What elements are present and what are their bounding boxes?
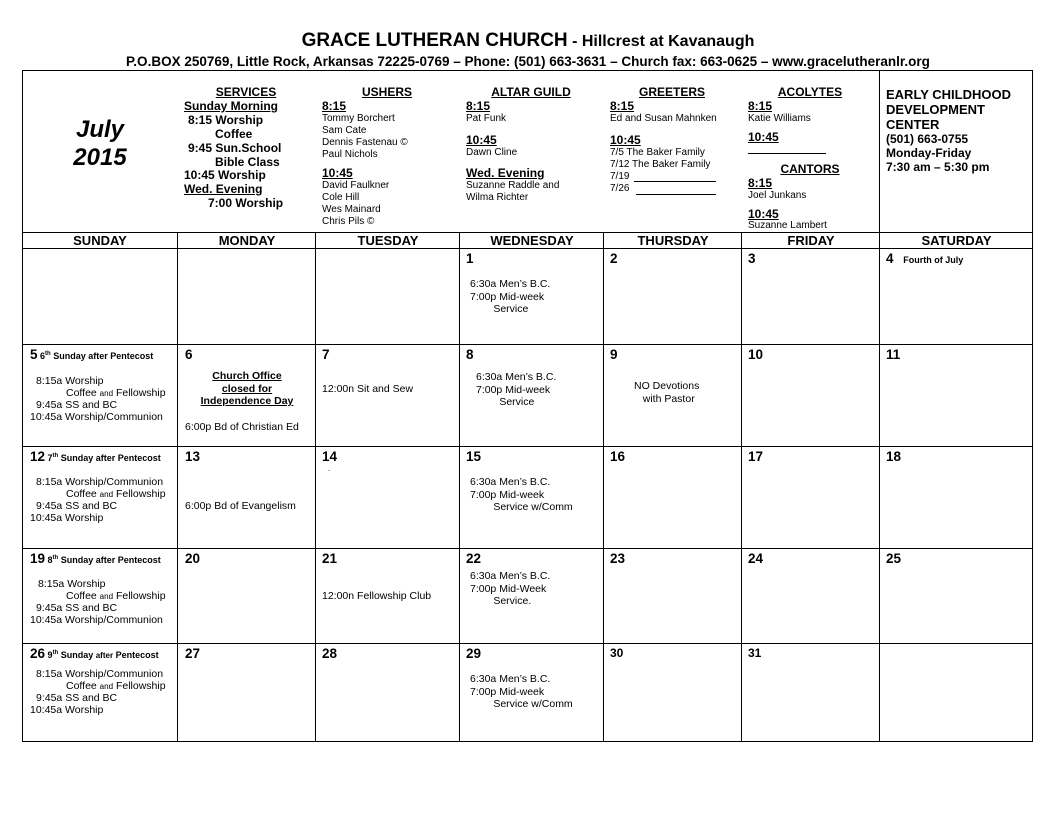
day-number: 19 8th Sunday after Pentecost: [30, 551, 161, 566]
divider: [315, 232, 316, 742]
day-number: 10: [748, 347, 764, 362]
day-number: 18: [886, 449, 902, 464]
divider: [741, 232, 742, 742]
day-number: 13: [185, 449, 201, 464]
day-events: 6:30a Men’s B.C. 7:00p Mid-week Service w/Comm: [470, 476, 573, 513]
day-number: 24: [748, 551, 764, 566]
day-number: 5 6th Sunday after Pentecost: [30, 347, 154, 362]
divider: [22, 643, 1033, 644]
day-number: 3: [748, 251, 756, 266]
day-number: 6: [185, 347, 193, 362]
occasion-label: 7th Sunday after Pentecost: [45, 453, 161, 463]
day-events: NO Devotions with Pastor: [634, 380, 700, 405]
day-number: 29: [466, 646, 482, 661]
day-number: 20: [185, 551, 201, 566]
weekday-label: THURSDAY: [637, 233, 709, 248]
occasion-label: 8th Sunday after Pentecost: [45, 555, 161, 565]
day-number: 7: [322, 347, 330, 362]
blank-line: [636, 194, 716, 195]
office-closed-note: Church Office closed for Independence Day: [200, 370, 294, 407]
day-number: 9: [610, 347, 618, 362]
day-number: 11: [886, 347, 901, 362]
day-number: 15: [466, 449, 482, 464]
day-number: 31: [748, 646, 762, 660]
weekday-label: MONDAY: [218, 233, 276, 248]
day-events: 6:30a Men’s B.C. 7:00p Mid-Week Service.: [470, 570, 551, 607]
occasion-label: 9th Sunday after Pentecost: [45, 650, 159, 660]
blank-line: [748, 153, 826, 154]
day-number: 8: [466, 347, 474, 362]
day-number: 4 Fourth of July: [886, 251, 964, 266]
day-number: 26 9th Sunday after Pentecost: [30, 646, 159, 661]
day-number: 22: [466, 551, 482, 566]
day-number: 27: [185, 646, 201, 661]
weekday-label: SUNDAY: [73, 233, 127, 248]
day-events: 12:00n Fellowship Club: [322, 590, 432, 602]
address-line: P.O.BOX 250769, Little Rock, Arkansas 72225-0769 – Phone: (501) 663-3631 – Church fax: 663-0625 – www.gracelutheranlr.org: [126, 54, 930, 69]
day-number: 2: [610, 251, 618, 266]
day-number: 14: [322, 449, 338, 464]
divider: [22, 248, 1033, 249]
day-events: 6:30a Men’s B.C. 7:00p Mid-week Service: [476, 371, 557, 408]
weekday-label: SATURDAY: [921, 233, 992, 248]
weekday-label: FRIDAY: [787, 233, 835, 248]
divider: [22, 446, 1033, 447]
divider: [879, 70, 880, 742]
day-number: 30: [610, 646, 624, 660]
occasion-label: 6th Sunday after Pentecost: [37, 351, 154, 361]
blank-line: [634, 181, 716, 182]
page-title: [0, 30, 1056, 52]
day-events: 12:00n Sit and Sew: [322, 383, 414, 395]
divider: [177, 232, 178, 742]
weekday-label: WEDNESDAY: [490, 233, 574, 248]
divider: [22, 548, 1033, 549]
day-number: 21: [322, 551, 338, 566]
day-number: 1: [466, 251, 474, 266]
day-number: 23: [610, 551, 626, 566]
divider: [459, 232, 460, 742]
day-number: 25: [886, 551, 902, 566]
day-number: 28: [322, 646, 338, 661]
month-title: July 2015: [73, 116, 127, 171]
day-number: 16: [610, 449, 626, 464]
day-number: 17: [748, 449, 764, 464]
holiday-note: Fourth of July: [903, 255, 964, 265]
church-name: GRACE LUTHERAN CHURCH: [301, 30, 568, 51]
day-events: 6:00p Bd of Evangelism: [185, 500, 296, 512]
weekday-label: TUESDAY: [357, 233, 419, 248]
day-events: 6:30a Men’s B.C. 7:00p Mid-week Service w/Comm: [470, 673, 573, 710]
divider: [22, 344, 1033, 345]
day-number: 12 7th Sunday after Pentecost: [30, 449, 161, 464]
church-location: - Hillcrest at Kavanaugh: [567, 33, 755, 50]
day-events: 6:30a Men’s B.C. 7:00p Mid-week Service: [470, 278, 551, 315]
divider: [603, 232, 604, 742]
